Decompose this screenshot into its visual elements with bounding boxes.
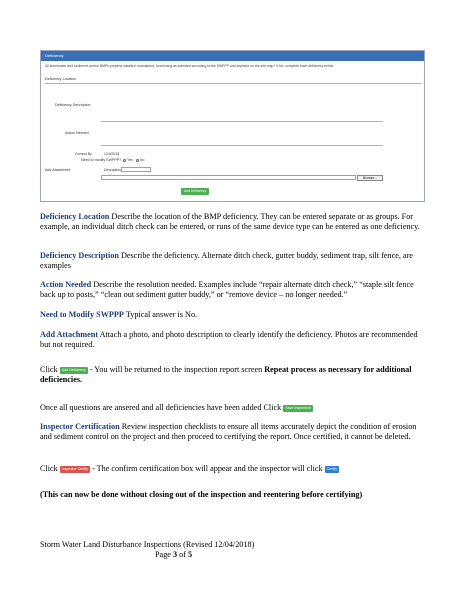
- no-label: No: [140, 158, 145, 162]
- text-description: Describe the deficiency. Alternate ditch check, gutter buddy, sediment trap, silt fence, are examples: [40, 251, 413, 271]
- location-label: Deficiency Location: [45, 77, 77, 81]
- panel-intro: All stormwater and sediment control BMPs properly installed, maintained, functioning as intended according to the SWPPP and depicted on the site map? If No, complete each deficiency below.: [45, 64, 334, 68]
- term-location: Deficiency Location: [40, 212, 110, 221]
- save-prefix: Once all questions are ansered and all deficiencies have been added Click: [40, 403, 284, 412]
- paragraph-action: [40, 280, 425, 301]
- term-action: Action Needed: [40, 280, 92, 289]
- term-modify: Need to Modify SWPPP: [40, 310, 124, 319]
- description-input[interactable]: [101, 121, 383, 122]
- panel-header: Deficiency: [41, 51, 424, 61]
- location-input[interactable]: [45, 83, 421, 84]
- term-certification: Inspector Certification: [40, 422, 120, 431]
- click1-bold: Repeat process as necessary for additional deficiencies.: [40, 365, 412, 385]
- page-total: 5: [187, 550, 193, 559]
- inline-certify-button[interactable]: Certify: [326, 466, 338, 471]
- click2-prefix: Click: [40, 464, 60, 473]
- inline-add-deficiency-button[interactable]: Add Deficiency: [61, 367, 86, 372]
- paragraph-click-add: [40, 365, 425, 386]
- browse-button[interactable]: Browse...: [357, 175, 383, 181]
- file-path-input[interactable]: [101, 175, 356, 180]
- page-prefix: Page: [155, 550, 173, 559]
- page-of: of: [177, 550, 188, 559]
- text-modify: Typical answer is No.: [123, 310, 198, 319]
- term-description: Deficiency Description: [40, 251, 119, 260]
- paragraph-location: [40, 212, 425, 233]
- yes-radio[interactable]: [123, 159, 126, 162]
- page-footer: [40, 540, 425, 560]
- action-input[interactable]: [101, 145, 383, 146]
- attachment-label: Add Attachment: [45, 168, 71, 172]
- page-current: 3: [172, 550, 178, 559]
- date-value[interactable]: 12/4/2018: [104, 152, 120, 156]
- paragraph-save: [40, 403, 425, 413]
- paragraph-certification: [40, 422, 425, 443]
- paragraph-attachment: [40, 330, 425, 351]
- text-action: Describe the resolution needed. Examples include “repair alternate ditch check,” “staple silt fence back up to posts,” “clean out sediment gutter buddy,” or “remove device – no longer needed.”: [40, 280, 414, 300]
- page-number: [40, 550, 425, 560]
- yes-label: Yes: [127, 158, 133, 162]
- paragraph-description: [40, 251, 425, 272]
- text-attachment: Attach a photo, and photo description to clearly identify the deficiency. Photos are recommended but not required.: [40, 330, 418, 350]
- photo-description-label: Description: [104, 168, 121, 172]
- text-location: Describe the location of the BMP deficiency. They can be entered separate or as groups. For example, an individual ditch check can be entered, or runs of the same device type can be entered as one deficiency.: [40, 212, 420, 232]
- modify-swppp-label: Need to modify SWPPP?: [81, 158, 122, 162]
- click1-prefix: Click: [40, 365, 60, 374]
- text-certification: Review inspection checklists to ensure all items accurately depict the condition of erosion and sediment control on the project and then proceed to certifying the report. Once certified, it cannot be deleted.: [40, 422, 417, 442]
- action-label: Action Needed: [65, 131, 89, 135]
- inline-inspector-certify-button[interactable]: Inspector Certify: [61, 466, 88, 471]
- photo-description-input[interactable]: [121, 167, 151, 172]
- paragraph-click-certify: [40, 464, 425, 474]
- click2-middle: - The confirm certification box will appear and the inspector will click: [92, 464, 325, 473]
- footer-title: Storm Water Land Disturbance Inspections (Revised 12/04/2018): [40, 540, 255, 549]
- deficiency-form-screenshot: [40, 50, 425, 202]
- paragraph-modify: [40, 310, 425, 320]
- add-deficiency-button[interactable]: Add Deficiency: [181, 188, 209, 195]
- date-label: Correct By: [75, 152, 92, 156]
- term-attachment: Add Attachment: [40, 330, 98, 339]
- no-radio[interactable]: [136, 159, 139, 162]
- description-label: Deficiency Description: [55, 103, 91, 107]
- click1-middle: - You will be returned to the inspection report screen: [89, 365, 265, 374]
- paragraph-note: (This can now be done without closing out of the inspection and reentering before certifying): [40, 490, 363, 499]
- inline-save-inspection-button[interactable]: Save Inspection: [285, 405, 311, 410]
